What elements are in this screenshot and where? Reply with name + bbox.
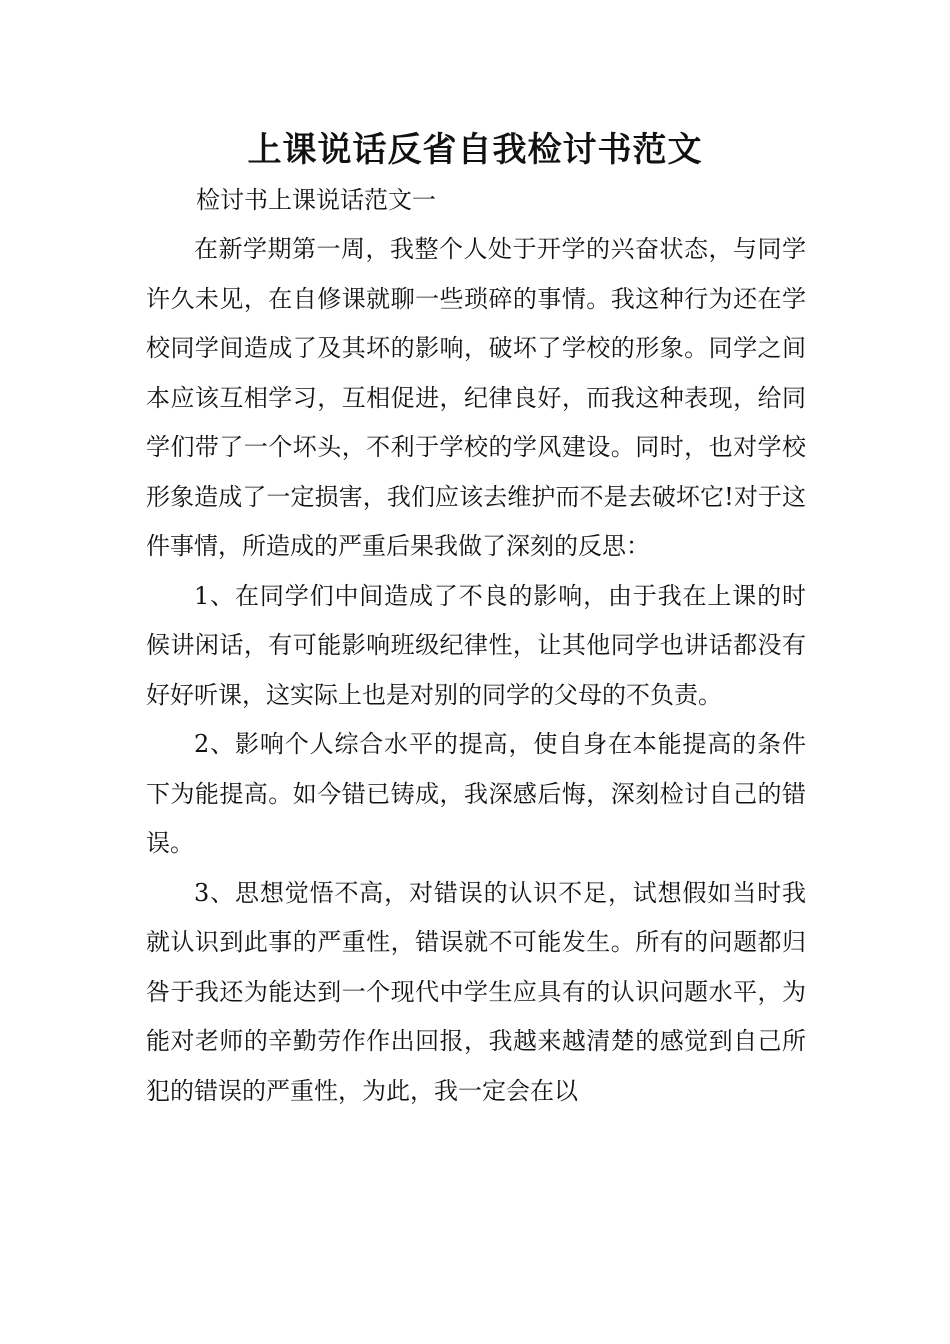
paragraph-intro: 在新学期第一周，我整个人处于开学的兴奋状态，与同学许久未见，在自修课就聊一些琐碎的事情。我这种行为还在学校同学间造成了及其坏的影响，破坏了学校的形象。同学之间本应该互相学习，互相促进，纪律良好，而我这种表现，给同学们带了一个坏头，不利于学校的学风建设。同时，也对学校形象造成了一定损害，我们应该去维护而不是去破坏它!对于这件事情，所造成的严重后果我做了深刻的反思：: [146, 235, 806, 560]
document-subtitle: 检讨书上课说话范文一: [196, 186, 436, 214]
paragraph-point-1: 1、在同学们中间造成了不良的影响，由于我在上课的时候讲闲话，有可能影响班级纪律性，让其他同学也讲话都没有好好听课，这实际上也是对别的同学的父母的不负责。: [146, 581, 806, 709]
paragraph-point-2: 2、影响个人综合水平的提高，使自身在本能提高的条件下为能提高。如今错已铸成，我深感后悔，深刻检讨自己的错误。: [146, 730, 806, 857]
document-body: [146, 225, 806, 1116]
paragraph-point-3: 3、思想觉悟不高，对错误的认识不足，试想假如当时我就认识到此事的严重性，错误就不可能发生。所有的问题都归咎于我还为能达到一个现代中学生应具有的认识问题水平，为能对老师的辛勤劳作作出回报，我越来越清楚的感觉到自己所犯的错误的严重性，为此，我一定会在以: [146, 878, 806, 1105]
document-title: 上课说话反省自我检讨书范文: [247, 130, 703, 170]
